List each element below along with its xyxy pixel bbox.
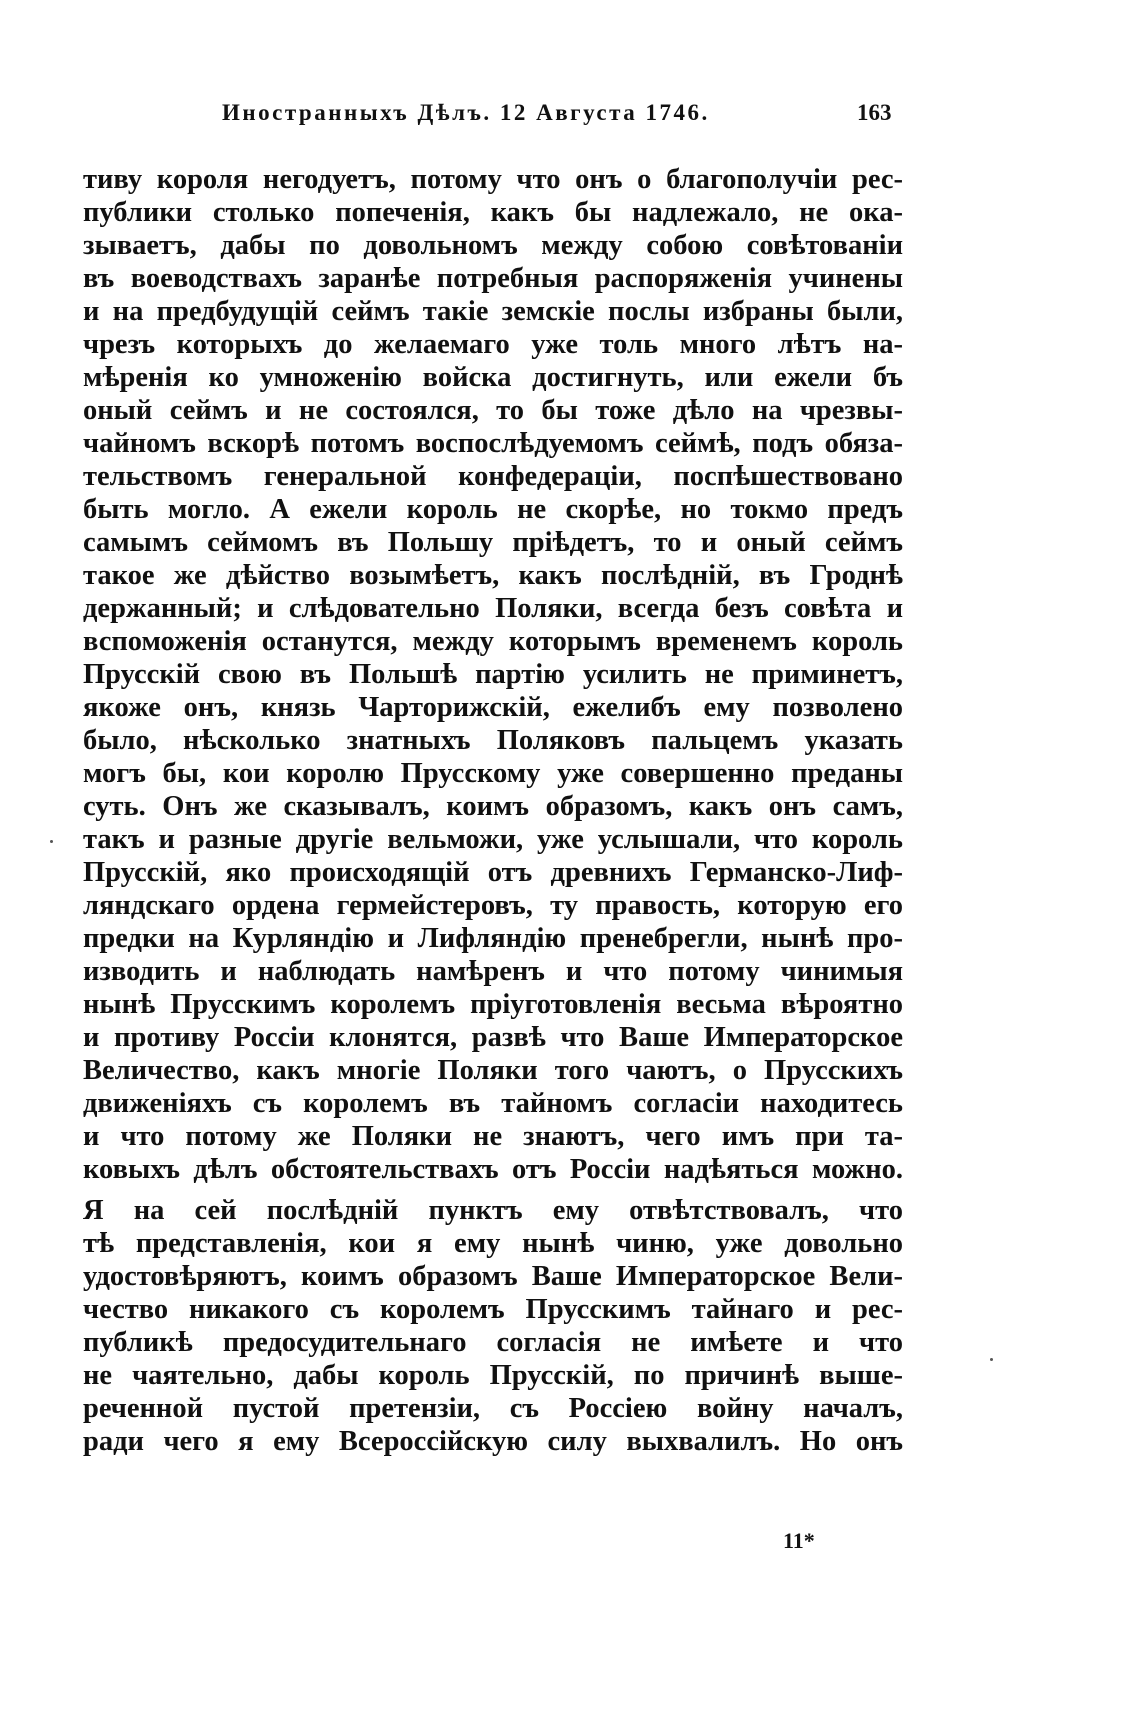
printer-signature-mark: 11* [783,1528,815,1553]
text-line: Я на сей послѣдній пунктъ ему отвѣтствовалъ, что [83,1195,903,1226]
text-line: самымъ сеймомъ въ Польшу пріѣдетъ, то и оный сеймъ [83,527,903,558]
text-line: зываетъ, дабы по довольномъ между собою совѣтованіи [83,230,903,261]
page-number: 163 [857,100,892,125]
text-line: было, нѣсколько знатныхъ Поляковъ пальцемъ указать [83,725,903,756]
text-line: такое же дѣйство возымѣетъ, какъ послѣдній, въ Гроднѣ [83,560,903,591]
text-line: такъ и разные другіе вельможи, уже услышали, что король [83,824,903,855]
text-line: и на предбудущій сеймъ такіе земскіе послы избраны были, [83,296,903,327]
text-line: предки на Курляндію и Лифляндію пренебрегли, нынѣ про- [83,923,903,954]
paragraph [83,1194,903,1458]
text-line: не чаятельно, дабы король Прусскій, по причинѣ выше- [83,1360,903,1391]
text-line: ковыхъ дѣлъ обстоятельствахъ отъ Россіи надѣяться можно. [83,1154,903,1185]
text-line: тѣ представленія, кои я ему нынѣ чиню, уже довольно [83,1228,903,1259]
text-line: тельствомъ генеральной конфедераціи, поспѣшествовано [83,461,903,492]
text-line: публикѣ предосудительнаго согласія не имѣете и что [83,1327,903,1358]
text-line: нынѣ Прусскимъ королемъ пріуготовленія весьма вѣроятно [83,989,903,1020]
text-line: движеніяхъ съ королемъ въ тайномъ согласіи находитесь [83,1088,903,1119]
text-line: Прусскій свою въ Польшѣ партію усилить не приминетъ, [83,659,903,690]
text-line: могъ бы, кои королю Прусскому уже совершенно преданы [83,758,903,789]
running-title: Иностранныхъ Дѣлъ. 12 Августа 1746. [222,100,710,125]
text-line: суть. Онъ же сказывалъ, коимъ образомъ, какъ онъ самъ, [83,791,903,822]
text-line: быть могло. А ежели король не скорѣе, но токмо предъ [83,494,903,525]
text-line: чрезъ которыхъ до желаемаго уже толь много лѣтъ на- [83,329,903,360]
text-line: Величество, какъ многіе Поляки того чаютъ, о Прусскихъ [83,1055,903,1086]
text-line: якоже онъ, князь Чарторижскій, ежелибъ ему позволено [83,692,903,723]
text-line: удостовѣряютъ, коимъ образомъ Ваше Императорское Вели- [83,1261,903,1292]
text-line: ради чего я ему Всероссійскую силу выхвалилъ. Но онъ [83,1426,903,1457]
paragraph [83,163,903,1186]
text-line: оный сеймъ и не состоялся, то бы тоже дѣло на чрезвы- [83,395,903,426]
text-line: изводить и наблюдать намѣренъ и что потому чинимыя [83,956,903,987]
scan-speck [50,840,53,843]
text-line: публики столько попеченія, какъ бы надлежало, не ока- [83,197,903,228]
text-line: мѣренія ко умноженію войска достигнуть, или ежели бъ [83,362,903,393]
text-line: чество никакого съ королемъ Прусскимъ тайнаго и рес- [83,1294,903,1325]
body-text [83,163,903,1458]
text-line: и противу Россіи клонятся, развѣ что Ваше Императорское [83,1022,903,1053]
text-line: держанный; и слѣдовательно Поляки, всегда безъ совѣта и [83,593,903,624]
text-line: вспоможенія останутся, между которымъ временемъ король [83,626,903,657]
scan-speck [990,1358,993,1361]
paragraph-gap [83,1186,903,1194]
text-line: Прусскій, яко происходящій отъ древнихъ Германско-Лиф- [83,857,903,888]
text-line: реченной пустой претензіи, съ Россіею войну началъ, [83,1393,903,1424]
text-line: ляндскаго ордена гермейстеровъ, ту правость, которую его [83,890,903,921]
text-line: тиву короля негодуетъ, потому что онъ о благополучіи рес- [83,164,903,195]
text-line: въ воеводствахъ заранѣе потребныя распоряженія учинены [83,263,903,294]
text-line: и что потому же Поляки не знаютъ, чего имъ при та- [83,1121,903,1152]
text-line: чайномъ вскорѣ потомъ воспослѣдуемомъ сеймѣ, подъ обяза- [83,428,903,459]
